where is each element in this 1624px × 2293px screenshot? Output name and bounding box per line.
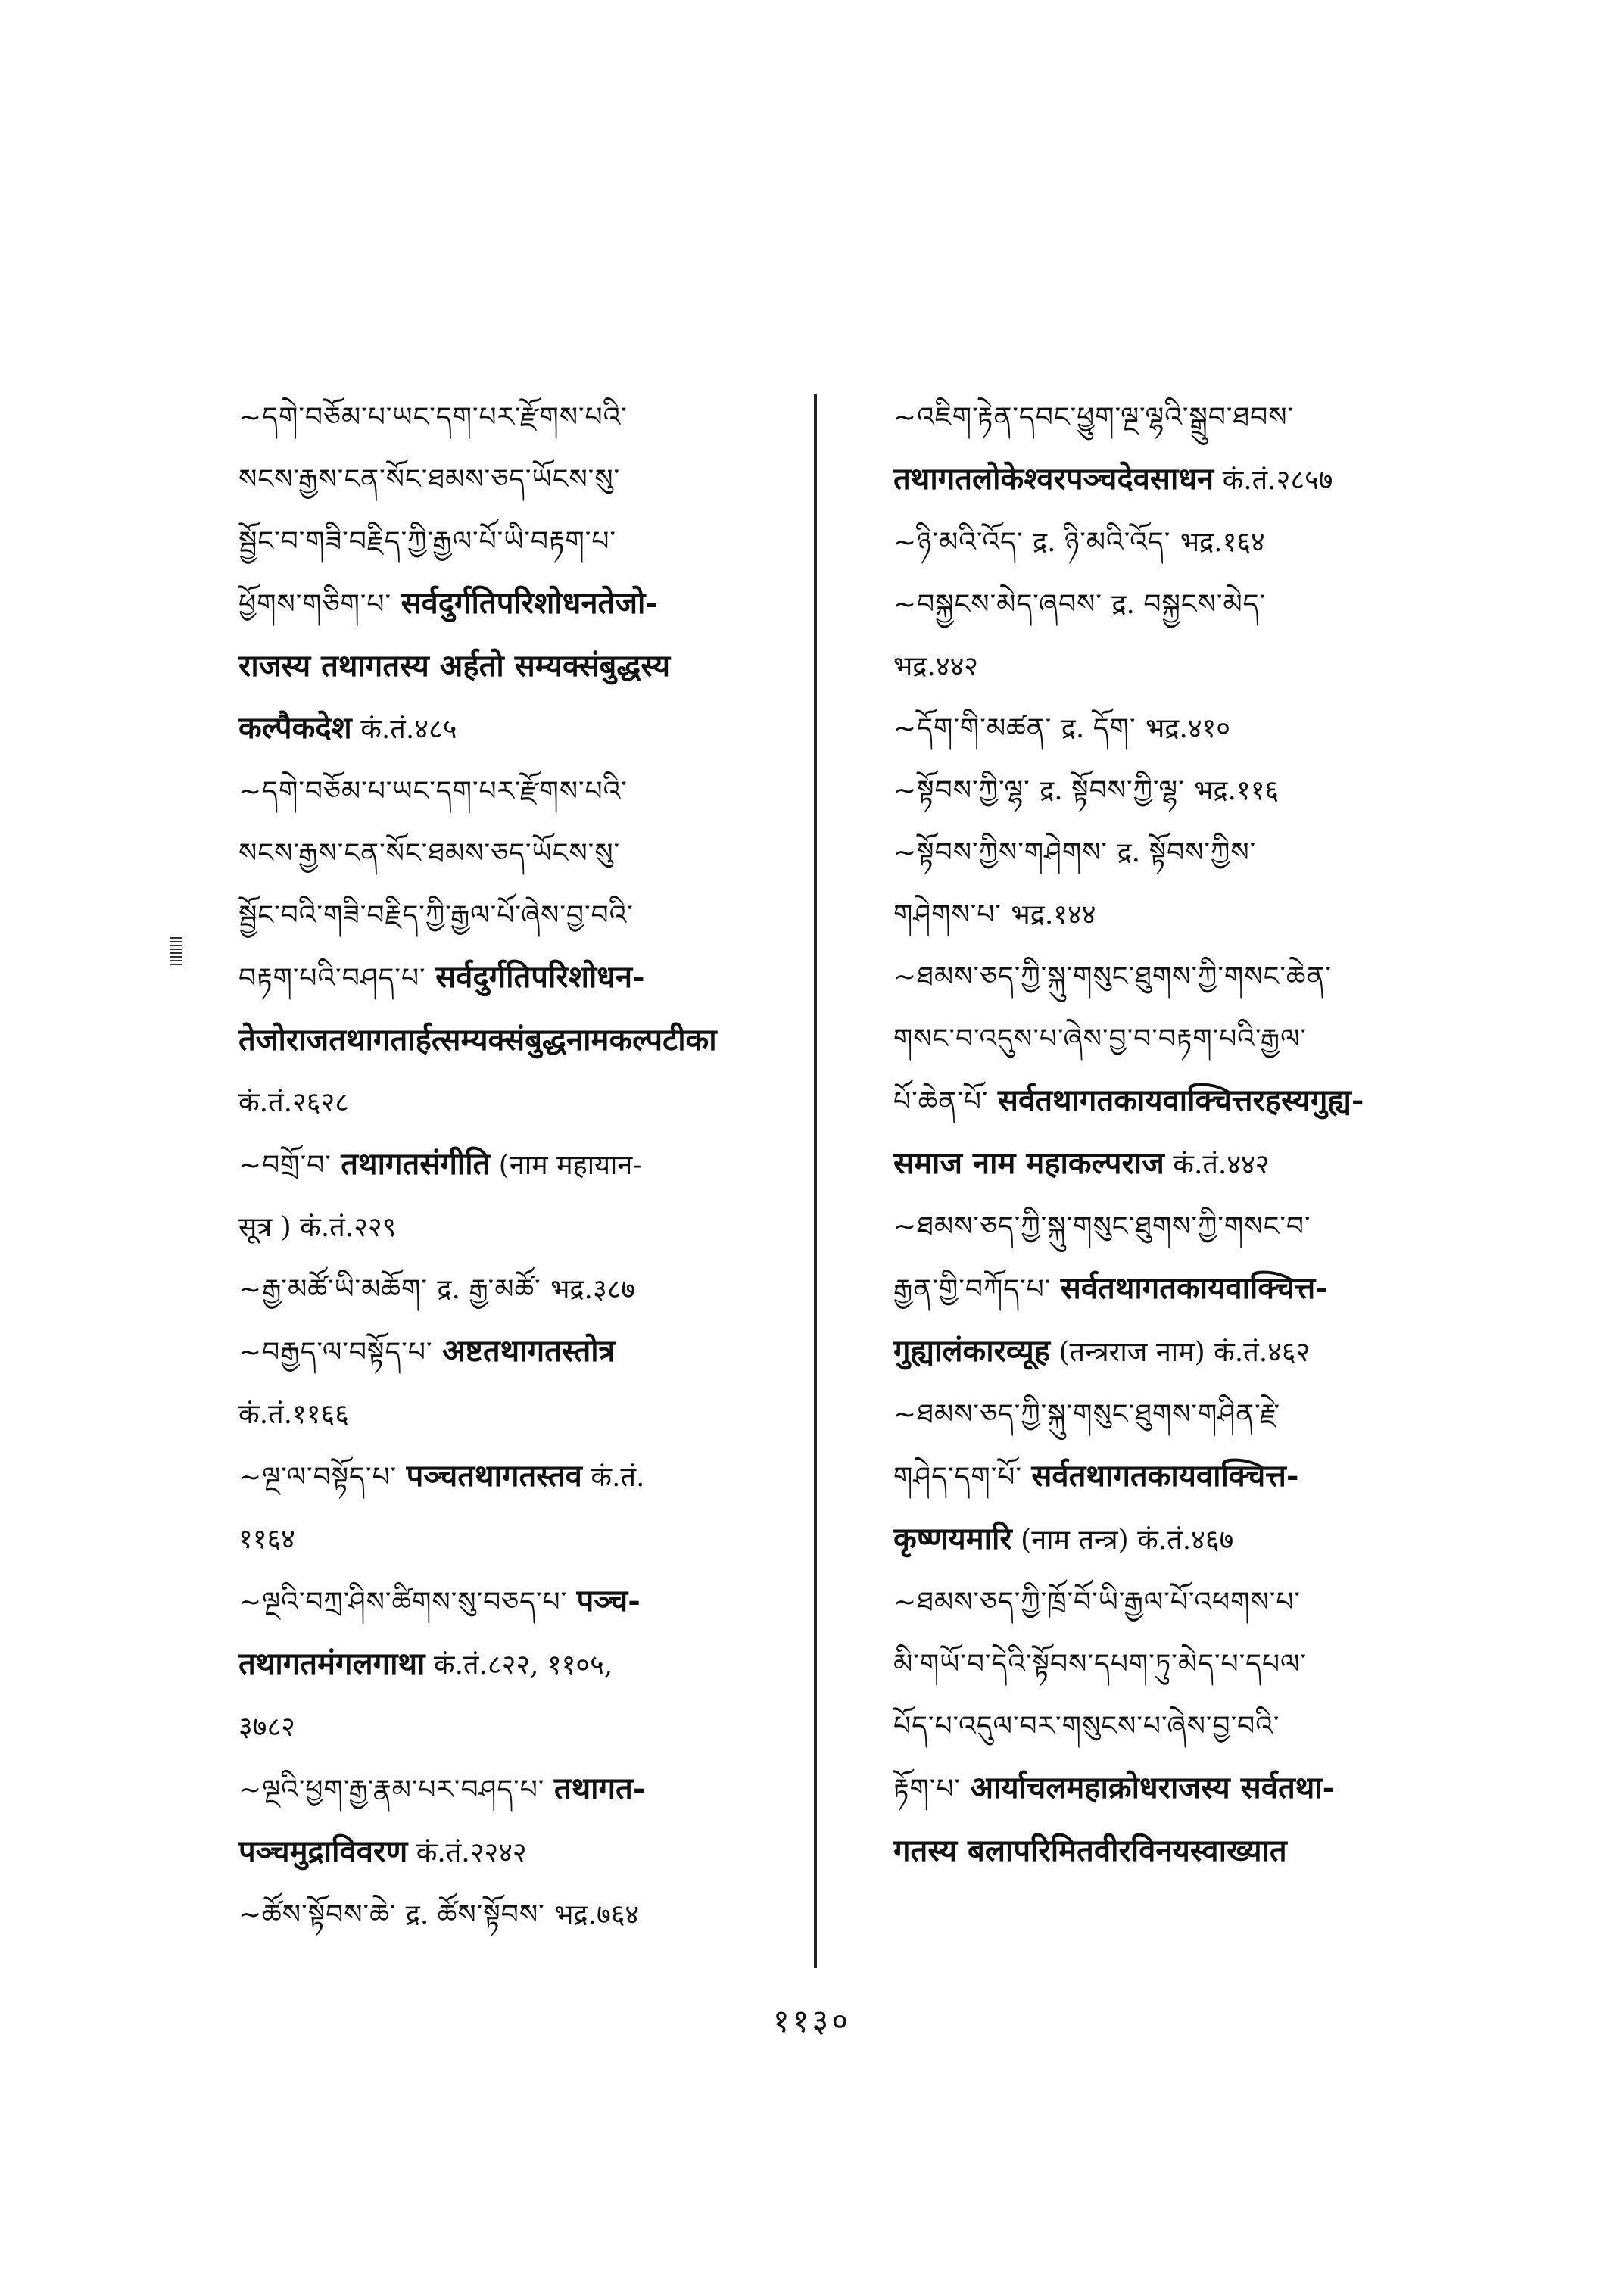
entry-line <box>238 1696 912 1758</box>
reference-text: कं.तं. <box>581 1462 645 1493</box>
reference-text: द्र. <box>1111 589 1144 620</box>
reference-text: कं.तं.११६६ <box>238 1399 349 1430</box>
entry-line <box>238 635 912 697</box>
reference-text: कं.तं.२८५७ <box>1214 465 1333 496</box>
tibetan-text: ~ལྔའི་བཀྲ་ཤིས་ཚིགས་སུ་བཅད་པ་ <box>238 1587 577 1618</box>
tibetan-text: ཉི་མའི་འོད་ <box>1064 527 1180 558</box>
entry-line <box>893 1070 1567 1132</box>
entry-line <box>238 1758 912 1821</box>
sanskrit-title: पञ्च- <box>576 1583 641 1618</box>
tibetan-text: ~སྟོབས་ཀྱི་ལྷ་ <box>893 775 1040 806</box>
tibetan-text: ~ཉི་མའི་འོད་ <box>893 527 1033 558</box>
sanskrit-title: तथागतसंगीति <box>341 1146 491 1182</box>
entry-line <box>238 1071 912 1133</box>
tibetan-text: ~བསྐྱངས་མེད་ཞབས་ <box>893 589 1112 620</box>
tibetan-text: མི་གཡོ་བ་དེའི་སྟོབས་དཔག་ཏུ་མེད་པ་དཔལ་ <box>893 1649 1308 1680</box>
sanskrit-title: तथागतलोकेश्वरपञ्चदेवसाधन <box>893 461 1214 497</box>
reference-text: कं.तं.२६२८ <box>238 1087 349 1118</box>
entry-line <box>893 883 1567 946</box>
reference-text: (नाम तन्त्र) कं.तं.४६७ <box>1011 1525 1234 1556</box>
reference-text: भद्र.१६४ <box>1180 527 1265 558</box>
tibetan-text: ~འཇིག་རྟེན་དབང་ཕྱུག་ལྔ་ལྷའི་སྒྲུབ་ཐབས་ <box>893 402 1295 433</box>
sanskrit-title: सर्वदुर्गतिपरिशोधन- <box>435 959 645 995</box>
entry-line <box>238 1633 912 1696</box>
entry-line <box>238 1508 912 1570</box>
tibetan-text: རྒྱན་གྱི་བཀོད་པ་ <box>893 1274 1061 1305</box>
tibetan-text: ~རྒྱ་མཚོ་ཡི་མཆོག་ <box>238 1274 438 1305</box>
entry-line <box>893 1257 1567 1320</box>
entry-line <box>893 1383 1567 1445</box>
sanskrit-title: पञ्चतथागतस्तव <box>406 1458 582 1494</box>
entry-line <box>238 822 912 884</box>
tibetan-text: ~ཐམས་ཅད་ཀྱི་སྐུ་གསུང་ཐུགས་ཀྱི་གསང་བ་ <box>893 1211 1311 1242</box>
sanskrit-title: गुह्यालंकारव्यूह <box>893 1333 1051 1369</box>
entry-line <box>893 1508 1567 1571</box>
tibetan-text: བརྟག་པའི་བཤད་པ་ <box>238 963 436 994</box>
sanskrit-title: तथागत- <box>553 1771 646 1806</box>
sanskrit-title: पञ्चमुद्राविवरण <box>238 1833 408 1869</box>
entry-line <box>238 1009 912 1071</box>
entry-line <box>893 946 1567 1008</box>
tibetan-text: གཤེགས་པ་ <box>893 899 1011 930</box>
reference-text: भद्र.१४४ <box>1011 899 1096 930</box>
entry-line <box>893 1571 1567 1633</box>
reference-text: द्र. <box>1040 775 1072 806</box>
tibetan-text: སྦྱོང་བའི་གཟི་བརྗིད་ཀྱི་རྒྱལ་པོ་ཞེས་བྱ་བའི་ <box>238 900 634 931</box>
tibetan-text: ~ལྔའི་ཕྱག་རྒྱ་རྣམ་པར་བཤད་པ་ <box>238 1774 554 1805</box>
reference-text: द्र. <box>405 1899 438 1930</box>
tibetan-text: རྒྱ་མཚོ་ <box>469 1274 551 1305</box>
sanskrit-title: सर्वतथागतकायवाक्चित्त- <box>1060 1270 1328 1306</box>
reference-text: (नाम महायान- <box>490 1150 642 1181</box>
reference-text: द्र. <box>1061 713 1093 744</box>
entry-line <box>893 1320 1567 1383</box>
reference-text: कं.तं.२२४२ <box>407 1837 527 1868</box>
entry-line <box>893 573 1567 635</box>
sanskrit-title: सर्वदुर्गतिपरिशोधनतेजो- <box>401 585 658 621</box>
entry-line <box>893 1633 1567 1695</box>
reference-text: कं.तं.४८५ <box>351 714 457 745</box>
tibetan-text: ~ཐམས་ཅད་ཀྱི་སྐུ་གསུང་ཐུགས་ཀྱི་གསང་ཆེན་ <box>893 961 1333 992</box>
entry-line <box>893 1008 1567 1070</box>
tibetan-text: པོད་པ་འདུལ་བར་གསུངས་པ་ཞེས་བྱ་བའི་ <box>893 1711 1280 1742</box>
entry-line <box>238 760 912 822</box>
reference-text: भद्र.४४२ <box>893 651 979 682</box>
entry-line <box>238 1570 912 1633</box>
reference-text: द्र. <box>437 1274 469 1305</box>
tibetan-text: གསང་བ་འདུས་པ་ཞེས་བྱ་བ་བརྟག་པའི་རྒྱལ་ <box>893 1023 1308 1055</box>
sanskrit-title: तेजोराजतथागतार्हत्सम्यक्संबुद्धनामकल्पटीका <box>238 1022 717 1058</box>
tibetan-text: ~ཚོས་སྟོབས་ཆེ་ <box>238 1899 406 1930</box>
left-column <box>238 386 912 1946</box>
entry-line <box>238 386 912 448</box>
tibetan-text: ~སྟོབས་ཀྱིས་གཤེགས་ <box>893 837 1117 868</box>
reference-text: भद्र.४१० <box>1145 713 1230 744</box>
entry-line <box>238 572 912 635</box>
reference-text: भद्र.११६ <box>1194 775 1280 806</box>
tibetan-text: ཚོས་སྟོབས་ <box>437 1899 555 1930</box>
right-column <box>893 386 1567 1882</box>
entry-line <box>893 1132 1567 1195</box>
entry-line <box>238 1883 912 1946</box>
sanskrit-title: तथागतमंगलगाथा <box>238 1646 425 1681</box>
tibetan-text: དོག་ <box>1093 713 1146 744</box>
entry-line <box>893 448 1567 511</box>
tibetan-text: རྟོག་པ་ <box>893 1774 971 1805</box>
entry-line <box>238 1383 912 1445</box>
sanskrit-title: समाज नाम महाकल्पराज <box>893 1145 1164 1181</box>
sanskrit-title: सर्वतथागतकायवाक्चित्त- <box>1031 1458 1299 1494</box>
sanskrit-title: अष्टतथागतस्तोत्र <box>441 1333 616 1369</box>
entry-line <box>238 1320 912 1383</box>
tibetan-text: པོ་ཆེན་པོ་ <box>893 1086 998 1117</box>
entry-line <box>893 1820 1567 1882</box>
entry-line <box>238 1196 912 1258</box>
sanskrit-title: गतस्य बलापरिमितवीरविनयस्वाख्यात <box>893 1833 1287 1868</box>
entry-line <box>238 448 912 510</box>
entry-line <box>238 697 912 760</box>
entry-line <box>238 1445 912 1508</box>
reference-text: सूत्र ) कं.तं.२२९ <box>238 1212 397 1243</box>
tibetan-text: གཤེད་དག་པོ་ <box>893 1462 1032 1493</box>
tibetan-text: ཕྱོགས་གཅིག་པ་ <box>238 589 401 620</box>
reference-text: ३७८२ <box>238 1712 295 1743</box>
tibetan-text: སངས་རྒྱས་ངན་སོང་ཐམས་ཅད་ཡོངས་སུ་ <box>238 838 621 869</box>
tibetan-text: ~བགྲོ་བ་ <box>238 1150 341 1181</box>
reference-text: भद्र.७६४ <box>554 1899 640 1930</box>
sanskrit-title: कृष्णयमारि <box>893 1521 1012 1556</box>
reference-text: कं.तं.८२२, ११०५, <box>425 1650 613 1681</box>
tibetan-text: སྦྱོང་བ་གཟི་བརྗིད་ཀྱི་རྒྱལ་པོ་ཡི་བརྟག་པ་ <box>238 526 616 557</box>
reference-text: भद्र.३८७ <box>550 1274 636 1305</box>
entry-line <box>893 1195 1567 1257</box>
reference-text: ११६४ <box>238 1524 295 1555</box>
entry-line <box>893 1757 1567 1820</box>
entry-line <box>893 759 1567 821</box>
tibetan-text: ~དགེ་བཅོམ་པ་ཡང་དག་པར་རྫོགས་པའི་ <box>238 402 628 433</box>
entry-line <box>238 1133 912 1196</box>
sanskrit-title: आर्याचलमहाक्रोधराजस्य सर्वतथा- <box>970 1770 1336 1805</box>
reference-text: कं.तं.४४२ <box>1164 1149 1270 1180</box>
tibetan-text: སྟོབས་ཀྱིས་ <box>1149 837 1257 868</box>
reference-text: द्र. <box>1032 527 1064 558</box>
reference-text: (तन्त्रराज नाम) कं.तं.४६२ <box>1050 1337 1311 1368</box>
tibetan-text: ~དགེ་བཅོམ་པ་ཡང་དག་པར་རྫོགས་པའི་ <box>238 776 628 807</box>
entry-line <box>893 1695 1567 1757</box>
entry-line <box>238 946 912 1009</box>
tibetan-text: བསྐྱངས་མེད་ <box>1143 589 1267 620</box>
tibetan-text: ~དོག་གི་མཚན་ <box>893 713 1061 744</box>
page-number: ११३० <box>772 2002 852 2039</box>
entry-line <box>893 386 1567 448</box>
tibetan-text: ~ལྔ་ལ་བསྟོད་པ་ <box>238 1462 407 1493</box>
tibetan-text: ~ཐམས་ཅད་ཀྱི་ཁྲོ་བོ་ཡི་རྒྱལ་པོ་འཕགས་པ་ <box>893 1587 1301 1618</box>
margin-mark <box>170 937 182 966</box>
entry-line <box>893 511 1567 573</box>
entry-line <box>238 510 912 572</box>
tibetan-text: སྟོབས་ཀྱི་ལྷ་ <box>1071 775 1195 806</box>
tibetan-text: སངས་རྒྱས་ངན་སོང་ཐམས་ཅད་ཡོངས་སུ་ <box>238 464 621 495</box>
entry-line <box>893 821 1567 883</box>
entry-line <box>238 1821 912 1883</box>
entry-line <box>893 1445 1567 1508</box>
entry-line <box>238 884 912 946</box>
sanskrit-title: कल्पैकदेश <box>238 710 352 746</box>
sanskrit-title: सर्वतथागतकायवाक्चित्तरहस्यगुह्य- <box>997 1083 1364 1118</box>
entry-line <box>893 697 1567 759</box>
tibetan-text: ~བརྒྱད་ལ་བསྟོད་པ་ <box>238 1337 442 1368</box>
entry-line <box>893 635 1567 697</box>
entry-line <box>238 1258 912 1320</box>
tibetan-text: ~ཐམས་ཅད་ཀྱི་སྐུ་གསུང་ཐུགས་གཤིན་རྗེ་ <box>893 1399 1281 1430</box>
sanskrit-title: राजस्य तथागतस्य अर्हतो सम्यक्संबुद्धस्य <box>238 648 671 684</box>
reference-text: द्र. <box>1117 837 1149 868</box>
